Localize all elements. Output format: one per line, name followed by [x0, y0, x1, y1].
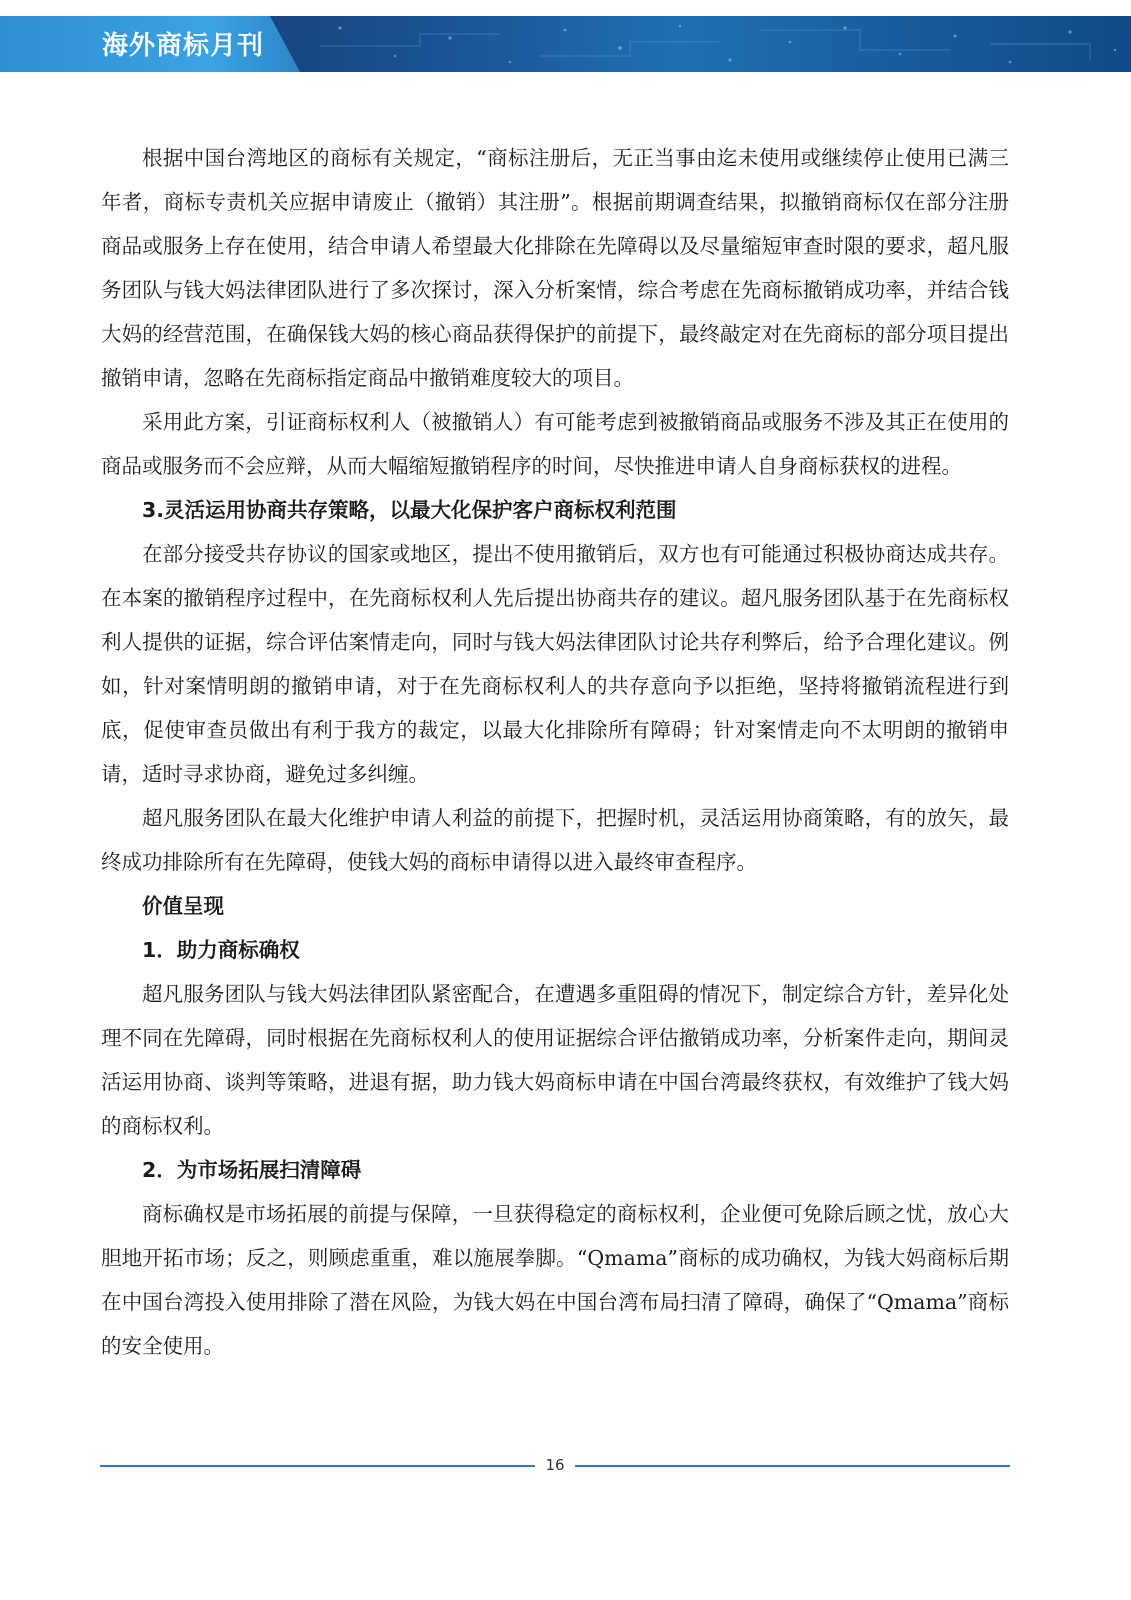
footer-rule-right — [575, 1465, 1010, 1467]
paragraph: 采用此方案，引证商标权利人（被撤销人）有可能考虑到被撤销商品或服务不涉及其正在使用的商品或服务而不会应辩，从而大幅缩短撤销程序的时间，尽快推进申请人自身商标获权的进程。 — [101, 410, 1009, 478]
subsection-heading: 1．助力商标确权 — [142, 938, 300, 962]
section-heading: 价值呈现 — [142, 894, 224, 918]
article-body — [101, 136, 1009, 1368]
subsection-heading: 2．为市场拓展扫清障碍 — [142, 1158, 362, 1182]
section-heading: 3.灵活运用协商共存策略，以最大化保护客户商标权利范围 — [142, 498, 677, 522]
footer-rule-left — [100, 1465, 535, 1467]
paragraph: 根据中国台湾地区的商标有关规定，“商标注册后，无正当事由迄未使用或继续停止使用已满三年者，商标专责机关应据申请废止（撤销）其注册”。根据前期调查结果，拟撤销商标仅在部分注册商品或服务上存在使用，结合申请人希望最大化排除在先障碍以及尽量缩短审查时限的要求，超凡服务团队与钱大妈法律团队进行了多次探讨，深入分析案情，综合考虑在先商标撤销成功率，并结合钱大妈的经营范围，在确保钱大妈的核心商品获得保护的前提下，最终敲定对在先商标的部分项目提出撤销申请，忽略在先商标指定商品中撤销难度较大的项目。 — [101, 146, 1009, 390]
magazine-title: 海外商标月刊 — [102, 31, 265, 61]
page-number: 16 — [545, 1456, 565, 1474]
page-footer — [100, 1452, 1010, 1478]
header-banner — [0, 16, 1131, 72]
paragraph: 超凡服务团队与钱大妈法律团队紧密配合，在遭遇多重阻碍的情况下，制定综合方针，差异化处理不同在先障碍，同时根据在先商标权利人的使用证据综合评估撤销成功率，分析案件走向，期间灵活运用协商、谈判等策略，进退有据，助力钱大妈商标申请在中国台湾最终获权，有效维护了钱大妈的商标权利。 — [101, 982, 1009, 1138]
header-circuit-pattern — [300, 16, 1131, 72]
paragraph: 在部分接受共存协议的国家或地区，提出不使用撤销后，双方也有可能通过积极协商达成共存。在本案的撤销程序过程中，在先商标权利人先后提出协商共存的建议。超凡服务团队基于在先商标权利人提供的证据，综合评估案情走向，同时与钱大妈法律团队讨论共存利弊后，给予合理化建议。例如，针对案情明朗的撤销申请，对于在先商标权利人的共存意向予以拒绝，坚持将撤销流程进行到底，促使审查员做出有利于我方的裁定，以最大化排除所有障碍；针对案情走向不太明朗的撤销申请，适时寻求协商，避免过多纠缠。 — [101, 542, 1009, 786]
paragraph: 超凡服务团队在最大化维护申请人利益的前提下，把握时机，灵活运用协商策略，有的放矢，最终成功排除所有在先障碍，使钱大妈的商标申请得以进入最终审查程序。 — [101, 806, 1009, 874]
paragraph: 商标确权是市场拓展的前提与保障，一旦获得稳定的商标权利，企业便可免除后顾之忧，放心大胆地开拓市场；反之，则顾虑重重，难以施展拳脚。“Qmama”商标的成功确权，为钱大妈商标后期在中国台湾投入使用排除了潜在风险，为钱大妈在中国台湾布局扫清了障碍，确保了“Qmama”商标的安全使用。 — [101, 1202, 1009, 1358]
